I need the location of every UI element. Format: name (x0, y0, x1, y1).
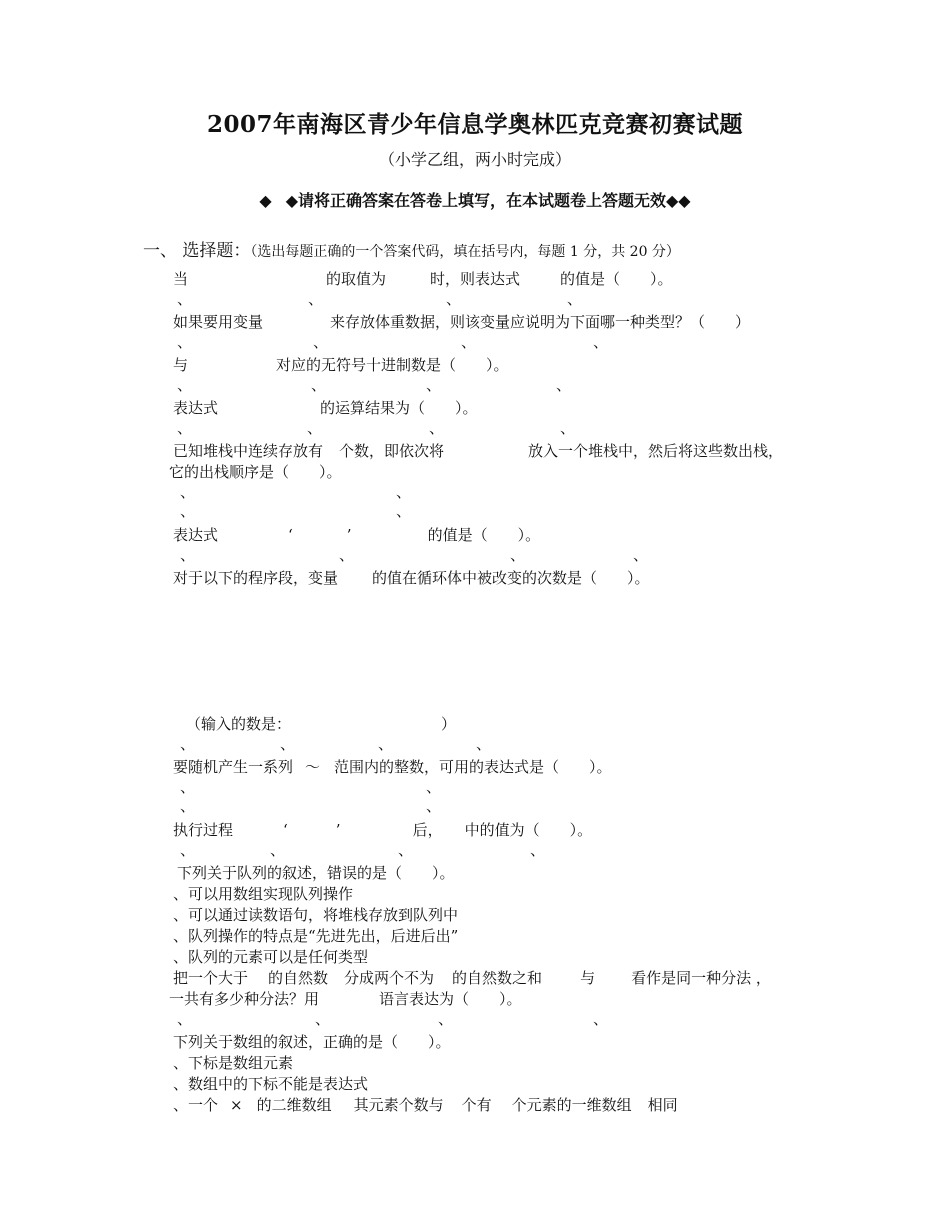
question-1 (173, 268, 673, 289)
q6-quote-open: ‘ (288, 526, 293, 544)
option-marker: 、 (398, 841, 414, 859)
option-marker: 、 (556, 376, 572, 394)
q8-text-a: 要随机产生一系列 (173, 758, 294, 776)
q1-text-c: 时，则表达式 (430, 270, 521, 288)
option-marker: 、 (510, 546, 526, 564)
q6-quote-close: ’ (346, 526, 352, 544)
question-8 (173, 756, 612, 777)
question-4 (173, 397, 478, 418)
option-marker: 、 (429, 419, 445, 437)
option-marker: 、 (339, 546, 355, 564)
question-5-cont: 它的出栈顺序是（ ）。 (169, 463, 342, 481)
q5-text-a: 已知堆栈中连续存放有 (173, 442, 324, 460)
q10-option-c: 、队列操作的特点是“先进先出，后进后出” (173, 927, 459, 945)
q9-quote-open: ‘ (283, 821, 288, 839)
title-year: 2007 (206, 111, 273, 138)
section-name: 选择题： (182, 241, 251, 261)
option-marker: 、 (461, 333, 477, 351)
q12-opt3-f: 相同 (647, 1096, 678, 1114)
option-marker: 、 (270, 841, 286, 859)
q11-text-a: 把一个大于 (173, 969, 249, 987)
option-marker: 、 (396, 502, 412, 520)
notice-bullet: ◆ (259, 191, 272, 210)
q5-text-c: 放入一个堆栈中，然后将这些数出栈， (528, 442, 784, 460)
option-marker: 、 (180, 546, 196, 564)
question-9 (173, 819, 592, 840)
question-7 (173, 567, 650, 588)
option-marker: 、 (180, 735, 196, 753)
option-marker: 、 (313, 333, 329, 351)
option-marker: 、 (307, 419, 323, 437)
option-marker: 、 (438, 1010, 454, 1028)
question-5 (173, 440, 783, 461)
q9-text-c: 中的值为（ ）。 (464, 821, 593, 839)
q11-text-h: 语言表达为（ ）。 (379, 990, 522, 1008)
section-heading (143, 236, 680, 261)
option-marker: 、 (180, 502, 196, 520)
question-12: 下列关于数组的叙述，正确的是（ ）。 (173, 1033, 451, 1051)
section-note: （选出每题正确的一个答案代码，填在括号内，每题 1 分，共 20 分） (250, 244, 680, 260)
option-marker: 、 (177, 290, 193, 308)
exam-subtitle: （小学乙组，两小时完成） (378, 150, 571, 169)
option-marker: 、 (177, 1010, 193, 1028)
option-marker: 、 (177, 333, 193, 351)
q10-option-b: 、可以通过读数语句，将堆栈存放到队列中 (173, 906, 459, 924)
option-marker: 、 (567, 290, 583, 308)
option-marker: 、 (530, 841, 546, 859)
option-marker: 、 (180, 778, 196, 796)
q9-text-a: 执行过程 (173, 821, 234, 839)
option-marker: 、 (180, 841, 196, 859)
option-marker: 、 (378, 735, 394, 753)
q2-text-b: 来存放体重数据，则该变量应说明为下面哪一种类型？（ ） (330, 313, 751, 331)
option-marker: 、 (593, 333, 609, 351)
q12-option-b: 、数组中的下标不能是表达式 (173, 1075, 369, 1093)
option-marker: 、 (426, 778, 442, 796)
q7-input-open: （输入的数是： (186, 715, 292, 733)
q11-text-b: 的自然数 (268, 969, 329, 987)
q4-text-a: 表达式 (173, 399, 219, 417)
option-marker: 、 (426, 797, 442, 815)
question-10: 下列关于队列的叙述，错误的是（ ）。 (177, 864, 455, 882)
question-6 (173, 524, 540, 545)
section-number: 一、 (143, 241, 177, 261)
option-marker: 、 (315, 1010, 331, 1028)
q12-option-a: 、下标是数组元素 (173, 1054, 294, 1072)
q3-text-b: 对应的无符号十进制数是（ ）。 (276, 356, 509, 374)
q12-times: × (230, 1096, 243, 1114)
q2-text-a: 如果要用变量 (173, 313, 264, 331)
q12-opt3-d: 个有 (461, 1096, 492, 1114)
q12-opt3-c: 其元素个数与 (353, 1096, 444, 1114)
q8-tilde: ～ (305, 758, 321, 776)
q6-text-b: 的值是（ ）。 (427, 526, 541, 544)
q3-text-a: 与 (173, 356, 189, 374)
q11-text-g: 一共有多少种分法？用 (169, 990, 320, 1008)
q12-opt3-e: 个元素的一维数组 (511, 1096, 632, 1114)
question-11 (173, 967, 771, 988)
q11-text-d: 的自然数之和 (452, 969, 543, 987)
option-marker: 、 (560, 419, 576, 437)
title-text: 年南海区青少年信息学奥林匹克竞赛初赛试题 (273, 111, 743, 138)
option-marker: 、 (426, 376, 442, 394)
q8-text-b: 范围内的整数，可用的表达式是（ ）。 (334, 758, 612, 776)
option-marker: 、 (476, 735, 492, 753)
q5-text-b: 个数，即依次将 (339, 442, 445, 460)
q7-input-close: ） (441, 715, 457, 733)
answer-notice (0, 188, 950, 211)
notice-text: ◆请将正确答案在答卷上填写，在本试题卷上答题无效◆◆ (285, 191, 691, 210)
q12-opt3-b: 的二维数组 (256, 1096, 332, 1114)
option-marker: 、 (180, 483, 196, 501)
q11-text-f: 看作是同一种分法 ， (631, 969, 771, 987)
exam-title (0, 106, 950, 139)
q9-text-b: 后， (412, 821, 443, 839)
option-marker: 、 (177, 376, 193, 394)
q10-option-d: 、队列的元素可以是任何类型 (173, 948, 369, 966)
q7-text-b: 的值在循环体中被改变的次数是（ ）。 (372, 569, 650, 587)
q10-option-a: 、可以用数组实现队列操作 (173, 885, 354, 903)
option-marker: 、 (633, 546, 649, 564)
question-11-cont (169, 988, 522, 1009)
option-marker: 、 (311, 376, 327, 394)
q1-text-a: 当 (173, 270, 189, 288)
question-7-input (186, 713, 456, 734)
q11-text-e: 与 (580, 969, 596, 987)
q11-text-c: 分成两个不为 (344, 969, 435, 987)
question-3 (173, 354, 509, 375)
q1-text-b: 的取值为 (326, 270, 387, 288)
q7-text-a: 对于以下的程序段，变量 (173, 569, 339, 587)
option-marker: 、 (308, 290, 324, 308)
q6-text-a: 表达式 (173, 526, 219, 544)
option-marker: 、 (446, 290, 462, 308)
option-marker: 、 (593, 1010, 609, 1028)
option-marker: 、 (177, 419, 193, 437)
option-marker: 、 (180, 797, 196, 815)
q9-quote-close: ’ (335, 821, 341, 839)
q1-text-d: 的值是（ ）。 (560, 270, 673, 288)
option-marker: 、 (396, 483, 412, 501)
option-marker: 、 (280, 735, 296, 753)
q12-opt3-a: 、一个 (173, 1096, 219, 1114)
question-2 (173, 311, 750, 332)
q4-text-b: 的运算结果为（ ）。 (320, 399, 478, 417)
q12-option-c (173, 1094, 678, 1115)
